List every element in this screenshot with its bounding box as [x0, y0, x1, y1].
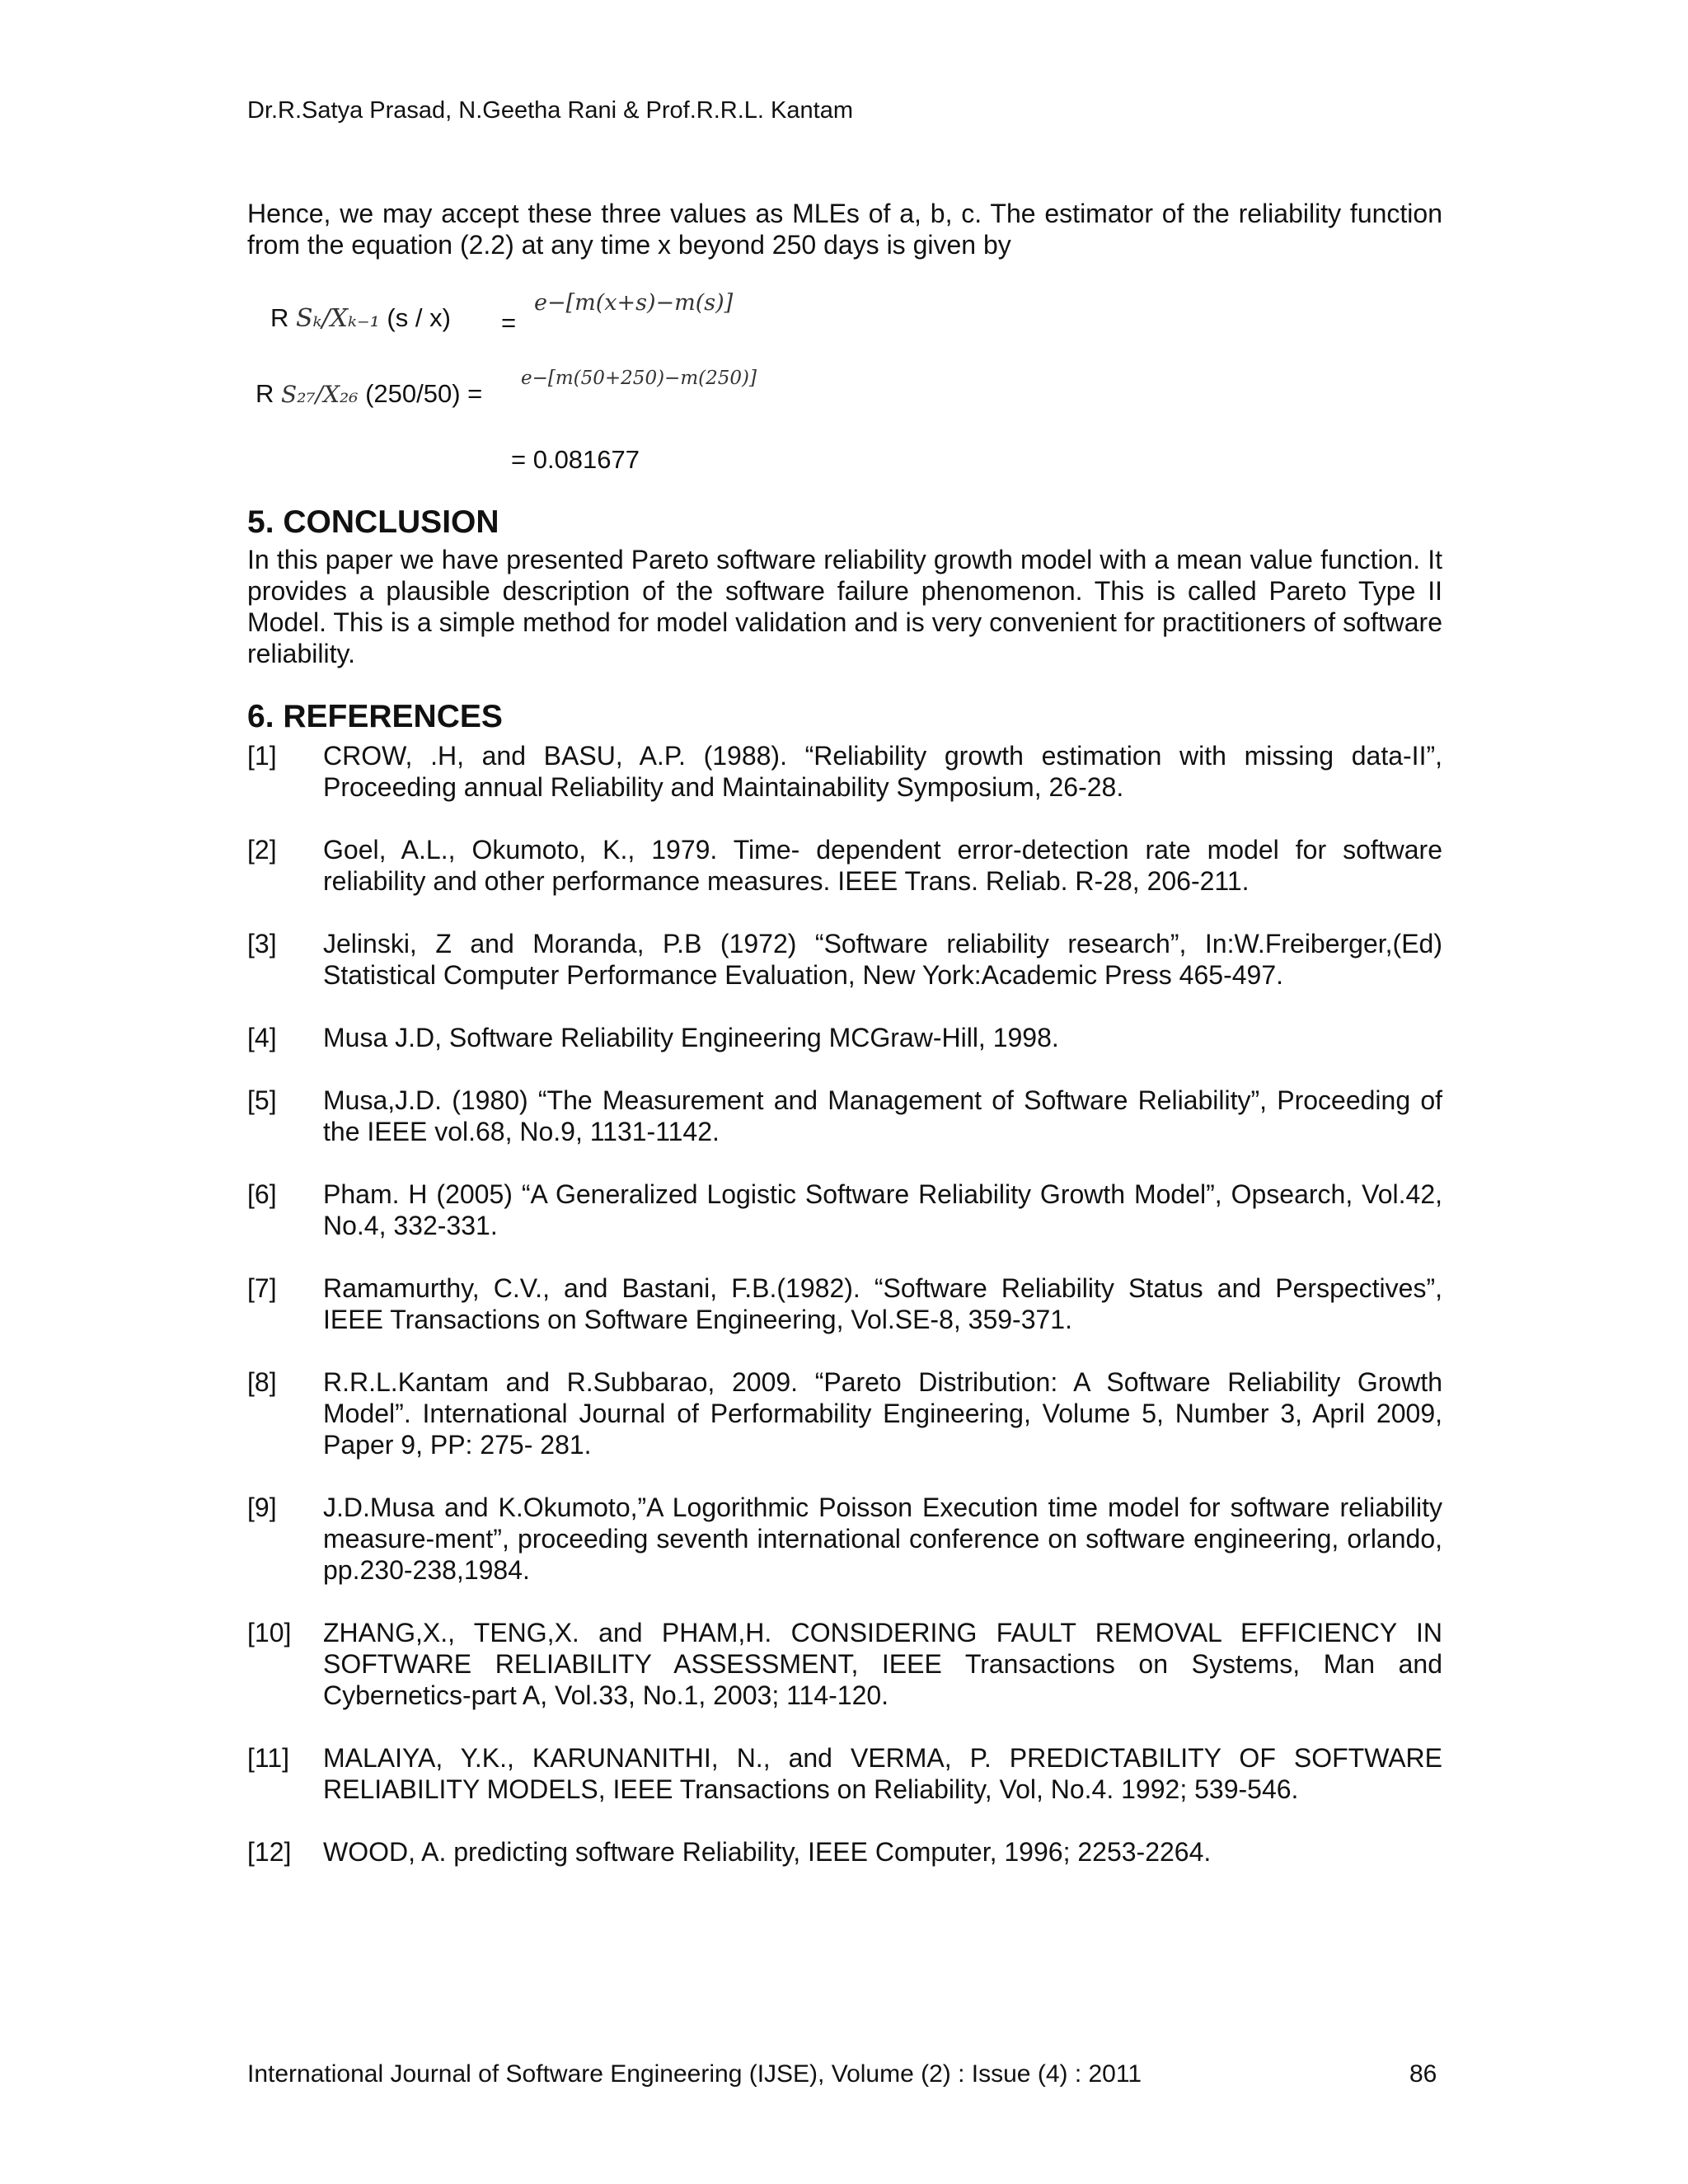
reference-text: Musa,J.D. (1980) “The Measurement and Management of Software Reliability”, Proceeding of the IEEE vol.68, No.9, 1131-1142.: [323, 1085, 1442, 1146]
reference-number: [3]: [247, 929, 277, 958]
eq2-subscript: S₂₇/X₂₆: [281, 381, 359, 408]
reference-number: [2]: [247, 835, 277, 865]
running-header: Dr.R.Satya Prasad, N.Geetha Rani & Prof.R.R.L. Kantam: [247, 97, 853, 124]
reference-number: [10]: [247, 1618, 292, 1647]
eq2-rhs: e−[m(50+250)−m(250)]: [521, 368, 757, 389]
reference-number: [7]: [247, 1273, 277, 1303]
reference-text: CROW, .H, and BASU, A.P. (1988). “Reliability growth estimation with missing data-II”, Proceeding annual Reliability and Maintainability Symposium, 26-28.: [323, 741, 1442, 802]
reference-text: J.D.Musa and K.Okumoto,”A Logorithmic Poisson Execution time model for software reliability measure-ment”, proceeding seventh international conference on software engineering, orlando, pp.230-238,1984.: [323, 1493, 1442, 1585]
eq2-args: (250/50) =: [365, 379, 483, 408]
reference-text: Pham. H (2005) “A Generalized Logistic Software Reliability Growth Model”, Opsearch, Vol.42, No.4, 332-331.: [323, 1179, 1442, 1240]
reference-number: [12]: [247, 1837, 292, 1867]
reference-text: Jelinski, Z and Moranda, P.B (1972) “Software reliability research”, In:W.Freiberger,(Ed) Statistical Computer Performance Evaluation, New York:Academic Press 465-497.: [323, 929, 1442, 990]
reference-number: [9]: [247, 1493, 277, 1522]
journal-footer: International Journal of Software Engineering (IJSE), Volume (2) : Issue (4) : 2011: [247, 2060, 1142, 2088]
eq1-rhs: e−[m(x+s)−m(s)]: [534, 290, 734, 316]
intro-paragraph: Hence, we may accept these three values as MLEs of a, b, c. The estimator of the reliability function from the equation (2.2) at any time x beyond 250 days is given by: [247, 199, 1442, 260]
conclusion-heading: 5. CONCLUSION: [247, 504, 499, 540]
reference-number: [4]: [247, 1023, 277, 1052]
reference-text: ZHANG,X., TENG,X. and PHAM,H. CONSIDERING FAULT REMOVAL EFFICIENCY IN SOFTWARE RELIABILITY ASSESSMENT, IEEE Transactions on Systems, Man and Cybernetics-part A, Vol.33, No.1, 2003; 114-120.: [323, 1618, 1442, 1710]
reference-number: [5]: [247, 1085, 277, 1115]
reference-text: Ramamurthy, C.V., and Bastani, F.B.(1982). “Software Reliability Status and Perspectives”, IEEE Transactions on Software Engineering, Vol.SE-8, 359-371.: [323, 1273, 1442, 1334]
references-heading: 6. REFERENCES: [247, 699, 503, 734]
eq1-equals: =: [501, 308, 517, 337]
eq1-prefix: R: [270, 303, 289, 332]
reference-number: [1]: [247, 741, 277, 771]
eq1-subscript: Sₖ/Xₖ₋₁: [296, 304, 380, 333]
page-number: 86: [1409, 2060, 1437, 2088]
eq2-prefix: R: [256, 379, 274, 408]
reference-text: Musa J.D, Software Reliability Engineering MCGraw-Hill, 1998.: [323, 1023, 1059, 1052]
reference-number: [6]: [247, 1179, 277, 1209]
reference-text: R.R.L.Kantam and R.Subbarao, 2009. “Pareto Distribution: A Software Reliability Growth Model”. International Journal of Performability Engineering, Volume 5, Number 3, April 2009, Paper 9, PP: 275- 281.: [323, 1367, 1442, 1460]
conclusion-paragraph: In this paper we have presented Pareto software reliability growth model with a mean value function. It provides a plausible description of the software failure phenomenon. This is called Pareto Type II Model. This is a simple method for model validation and is very convenient for practitioners of software reliability.: [247, 545, 1442, 668]
reference-text: WOOD, A. predicting software Reliability, IEEE Computer, 1996; 2253-2264.: [323, 1837, 1212, 1867]
equation-2: [256, 379, 482, 409]
eq1-args: (s / x): [387, 303, 451, 332]
equation-result: = 0.081677: [511, 445, 640, 474]
equation-1: [270, 303, 451, 333]
reference-number: [8]: [247, 1367, 277, 1397]
reference-text: Goel, A.L., Okumoto, K., 1979. Time- dependent error-detection rate model for software reliability and other performance measures. IEEE Trans. Reliab. R-28, 206-211.: [323, 835, 1442, 896]
reference-text: MALAIYA, Y.K., KARUNANITHI, N., and VERMA, P. PREDICTABILITY OF SOFTWARE RELIABILITY MODELS, IEEE Transactions on Reliability, Vol, No.4. 1992; 539-546.: [323, 1743, 1442, 1804]
reference-number: [11]: [247, 1743, 289, 1773]
